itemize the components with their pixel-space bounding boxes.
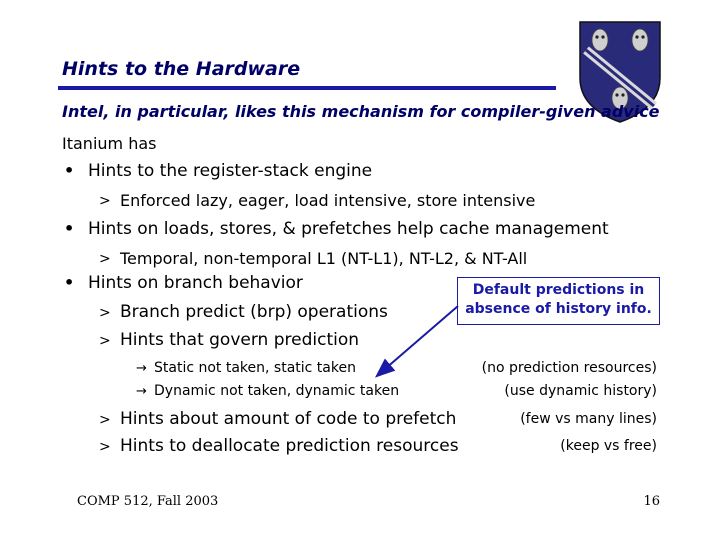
bullet-item-register-stack: Hints to the register-stack engine <box>88 161 373 181</box>
note-deallocate: (keep vs free) <box>560 438 657 454</box>
dash-glyph: > <box>99 251 111 267</box>
bullet-item-branch: Hints on branch behavior <box>88 273 303 293</box>
slide-title: Hints to the Hardware <box>62 58 301 80</box>
dash-glyph: > <box>99 193 111 209</box>
dash-glyph: > <box>99 333 111 349</box>
footer-page-number: 16 <box>643 494 660 509</box>
bullet-glyph: • <box>64 219 75 238</box>
callout-line-1: Default predictions in <box>472 282 645 298</box>
dash-glyph: > <box>99 439 111 455</box>
note-static: (no prediction resources) <box>481 360 657 376</box>
note-dynamic: (use dynamic history) <box>504 383 657 399</box>
subitem-enforced: Enforced lazy, eager, load intensive, store intensive <box>120 191 536 210</box>
subitem-temporal: Temporal, non-temporal L1 (NT-L1), NT-L2, & NT-All <box>120 249 528 268</box>
dash-glyph: > <box>99 412 111 428</box>
intro-text: Itanium has <box>62 134 157 153</box>
bullet-glyph: • <box>64 273 75 292</box>
subitem-prefetch: Hints about amount of code to prefetch <box>120 409 457 429</box>
arrow-bullet-icon: → <box>136 384 147 399</box>
subitem-deallocate: Hints to deallocate prediction resources <box>120 436 459 456</box>
callout-line-2: absence of history info. <box>465 301 652 317</box>
note-prefetch: (few vs many lines) <box>520 411 657 427</box>
subsubitem-dynamic: Dynamic not taken, dynamic taken <box>154 383 400 399</box>
slide-subtitle: Intel, in particular, likes this mechanism for compiler-given advice <box>62 102 660 121</box>
bullet-glyph: • <box>64 161 75 180</box>
footer-course: COMP 512, Fall 2003 <box>77 494 219 509</box>
dash-glyph: > <box>99 305 111 321</box>
subitem-branch-predict: Branch predict (brp) operations <box>120 302 388 322</box>
bullet-item-loads-stores: Hints on loads, stores, & prefetches help cache management <box>88 219 609 239</box>
subsubitem-static: Static not taken, static taken <box>154 360 356 376</box>
arrow-bullet-icon: → <box>136 361 147 376</box>
subitem-govern-prediction: Hints that govern prediction <box>120 330 360 350</box>
